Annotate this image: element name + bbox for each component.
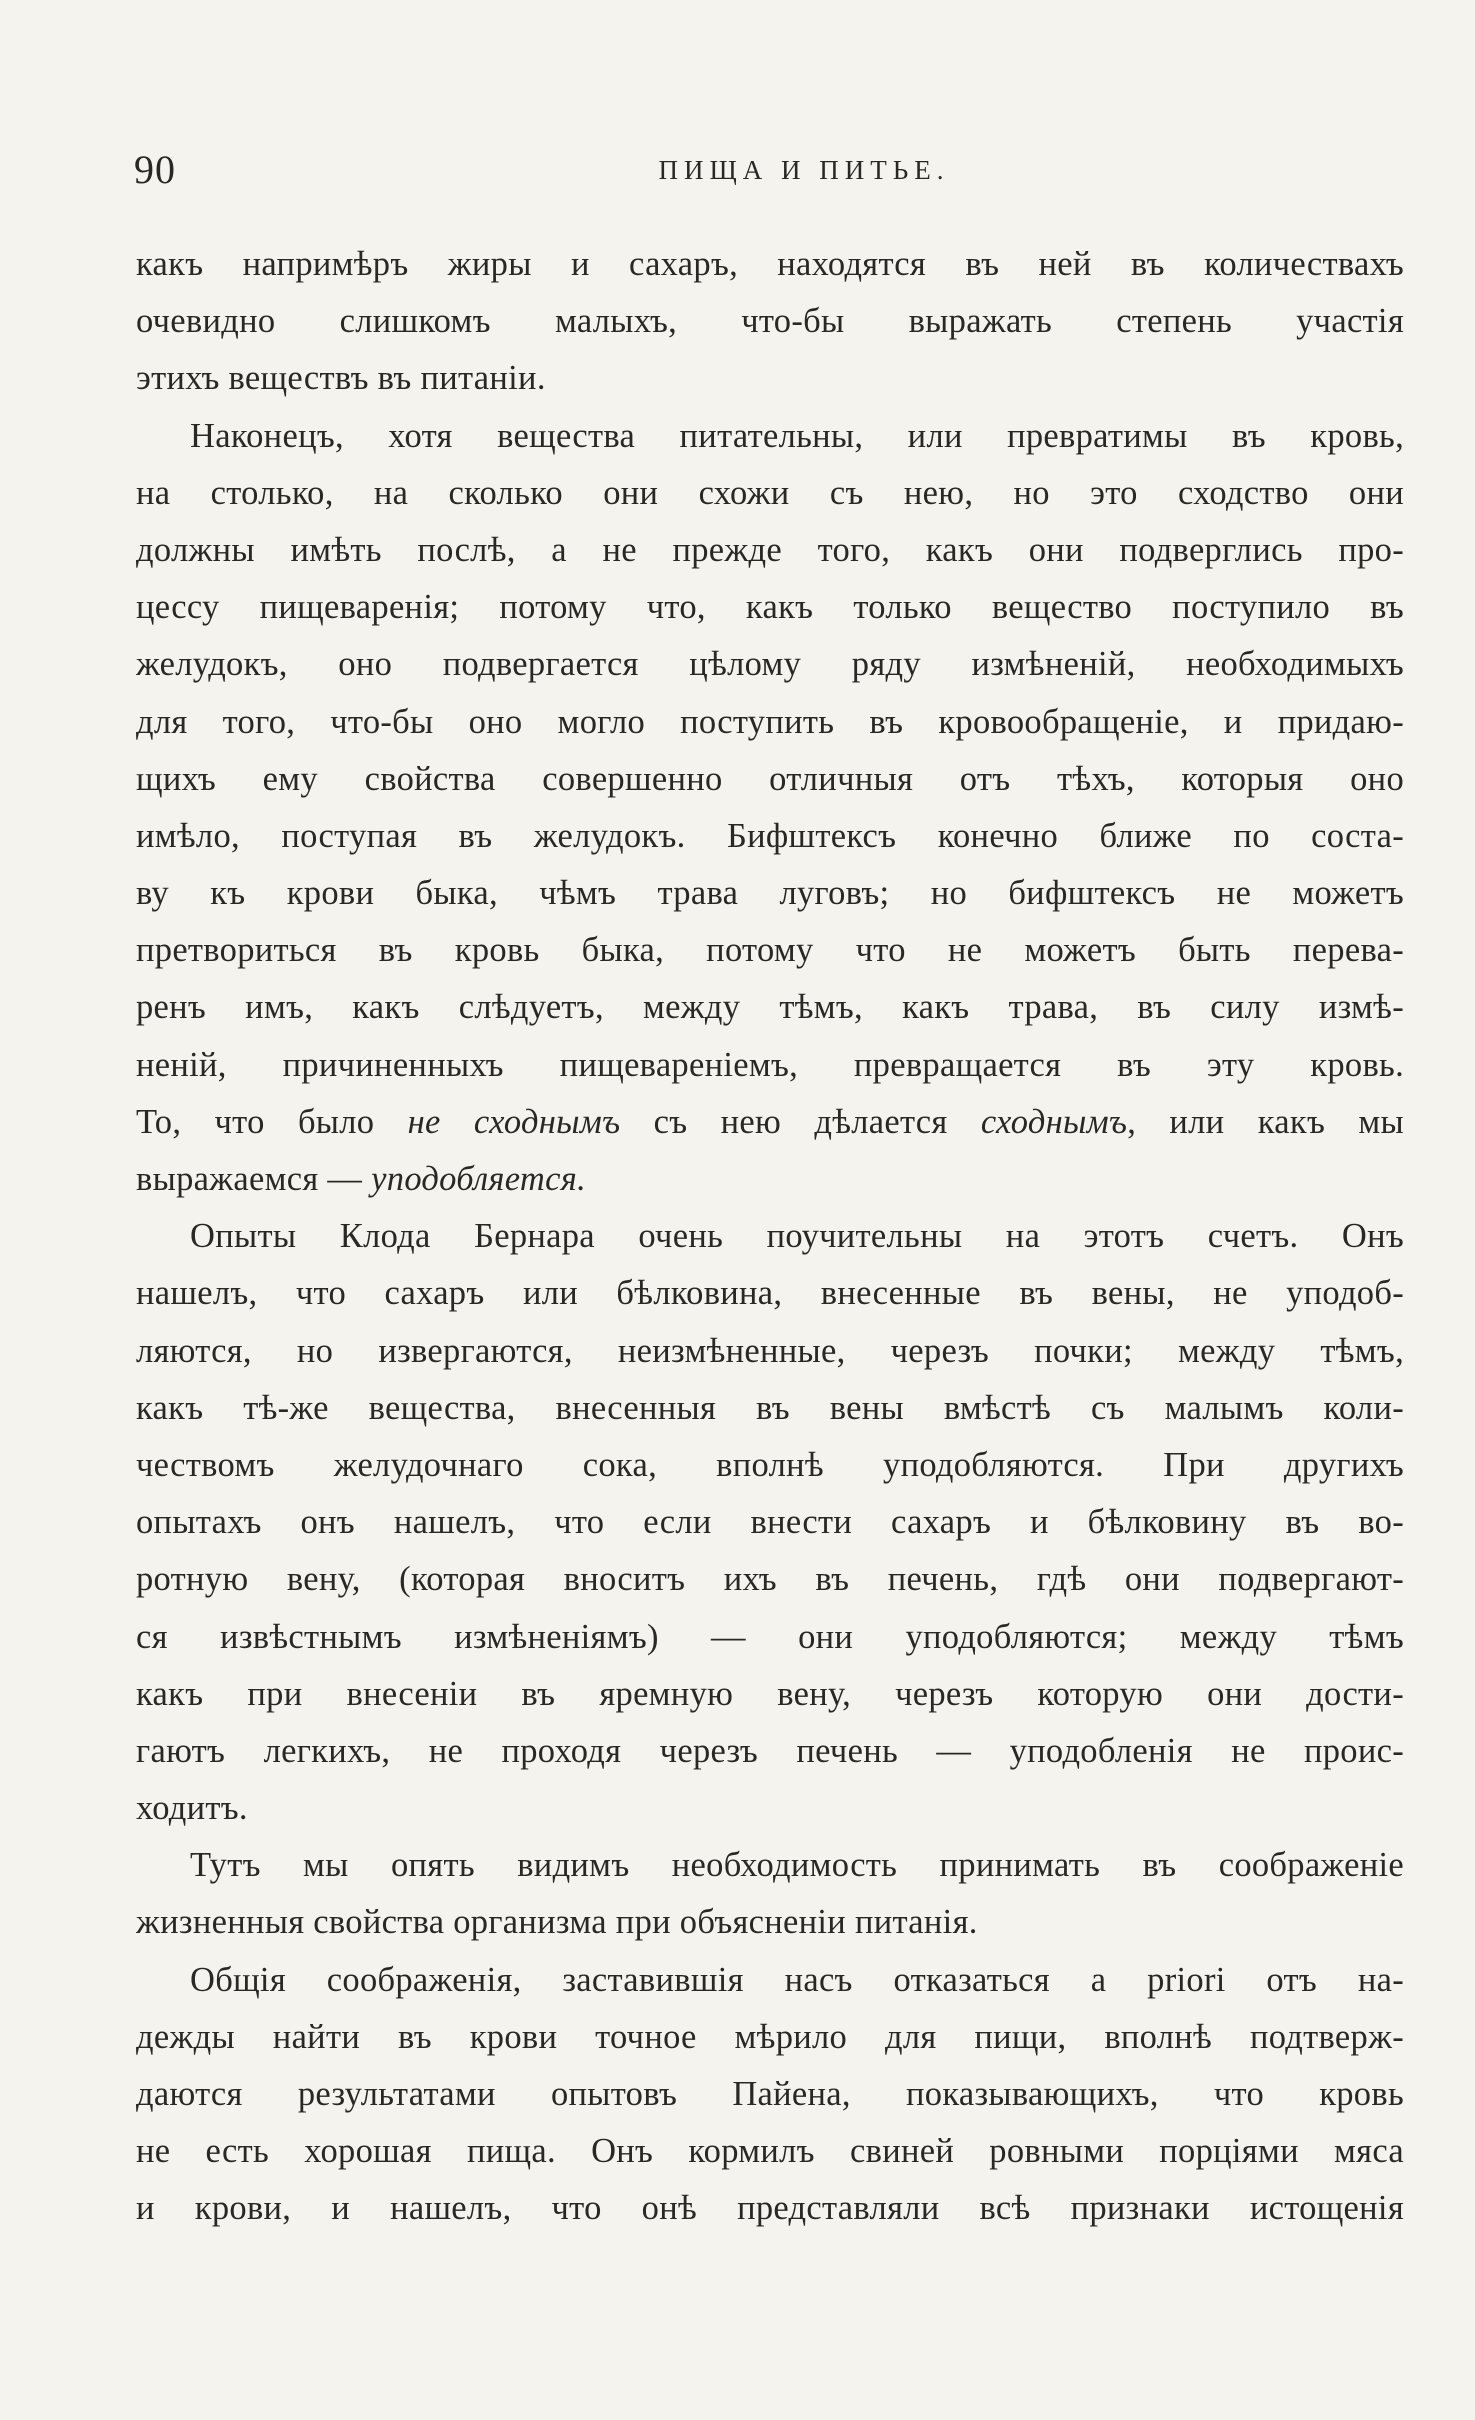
paragraph (136, 408, 1404, 1209)
text-line: нашелъ, что сахаръ или бѣлковина, внесенные въ вены, не уподоб- (136, 1274, 1404, 1313)
text-line: не есть хорошая пища. Онъ кормилъ свиней ровными порціями мяса (136, 2132, 1404, 2171)
text-segment: , или какъ мы (1127, 1102, 1404, 1141)
text-line: гаютъ легкихъ, не проходя черезъ печень — уподобленія не проис- (136, 1731, 1404, 1770)
text-line: жизненныя свойства организма при объясненіи питанія. (136, 1903, 978, 1942)
text-line: желудокъ, оно подвергается цѣлому ряду измѣненій, необходимыхъ (136, 645, 1404, 684)
italic-text: уподобляется. (371, 1160, 586, 1198)
text-line: ляются, но извергаются, неизмѣненные, черезъ почки; между тѣмъ, (136, 1331, 1404, 1370)
text-segment: съ нею дѣлается (620, 1102, 981, 1141)
paragraph (136, 236, 1404, 408)
text-line: ся извѣстнымъ измѣненіямъ) — они уподобляются; между тѣмъ (136, 1617, 1404, 1656)
text-line: ву къ крови быка, чѣмъ трава луговъ; но бифштексъ не можетъ (136, 874, 1404, 913)
text-segment: То, что было (136, 1102, 408, 1141)
text-line: Наконецъ, хотя вещества питательны, или превратимы въ кровь, (190, 416, 1404, 455)
paragraph (136, 1208, 1404, 1837)
text-line (136, 1151, 1404, 1208)
text-line: претвориться въ кровь быка, потому что не можетъ быть перева- (136, 931, 1404, 970)
text-line: чествомъ желудочнаго сока, вполнѣ уподобляются. При другихъ (136, 1445, 1404, 1484)
text-line: имѣло, поступая въ желудокъ. Бифштексъ конечно ближе по соста- (136, 816, 1404, 855)
text-line: какъ напримѣръ жиры и сахаръ, находятся въ ней въ количествахъ (136, 245, 1404, 283)
text-line: ротную вену, (которая вноситъ ихъ въ печень, гдѣ они подвергают- (136, 1560, 1404, 1599)
text-line: Опыты Клода Бернара очень поучительны на этотъ счетъ. Онъ (190, 1217, 1404, 1256)
text-line: дежды найти въ крови точное мѣрило для пищи, вполнѣ подтверж- (136, 2017, 1404, 2056)
text-line: щихъ ему свойства совершенно отличныя отъ тѣхъ, которыя оно (136, 759, 1404, 798)
paragraph (136, 1952, 1404, 2238)
italic-text: сходнымъ (980, 1102, 1128, 1141)
text-line: Общія соображенія, заставившія насъ отказаться a priori отъ на- (190, 1960, 1404, 1999)
text-line: очевидно слишкомъ малыхъ, что-бы выражать степень участія (136, 302, 1404, 341)
text-line (136, 1094, 1404, 1151)
text-line: какъ при внесеніи въ яремную вену, черезъ которую они дости- (136, 1674, 1404, 1713)
page-header (134, 140, 1404, 200)
text-line: ренъ имъ, какъ слѣдуетъ, между тѣмъ, какъ трава, въ силу измѣ- (136, 988, 1404, 1027)
text-line: должны имѣть послѣ, а не прежде того, какъ они подверглись про- (136, 530, 1404, 569)
page-number: 90 (134, 147, 176, 192)
text-line: этихъ веществъ въ питаніи. (136, 359, 546, 398)
text-line: опытахъ онъ нашелъ, что если внести сахаръ и бѣлковину въ во- (136, 1503, 1404, 1542)
text-line: ходитъ. (136, 1789, 248, 1828)
text-segment: выражаемся — (136, 1160, 372, 1198)
italic-text: не сходнымъ (407, 1102, 621, 1141)
text-line: для того, что-бы оно могло поступить въ кровообращеніе, и придаю- (136, 702, 1404, 741)
text-line: на столько, на сколько они схожи съ нею, но это сходство они (136, 473, 1404, 512)
text-line: и крови, и нашелъ, что онѣ представляли всѣ признаки истощенія (136, 2189, 1404, 2228)
paragraph (136, 1837, 1404, 1951)
running-head: ПИЩА И ПИТЬЕ. (658, 155, 950, 185)
text-line: цессу пищеваренія; потому что, какъ только вещество поступило въ (136, 588, 1404, 627)
text-line: какъ тѣ-же вещества, внесенныя въ вены вмѣстѣ съ малымъ коли- (136, 1388, 1404, 1427)
text-line: неній, причиненныхъ пищевареніемъ, превращается въ эту кровь. (136, 1045, 1404, 1084)
body-text (136, 236, 1404, 2238)
text-line: Тутъ мы опять видимъ необходимость принимать въ соображеніе (190, 1846, 1404, 1885)
text-line: даются результатами опытовъ Пайена, показывающихъ, что кровь (136, 2075, 1404, 2113)
